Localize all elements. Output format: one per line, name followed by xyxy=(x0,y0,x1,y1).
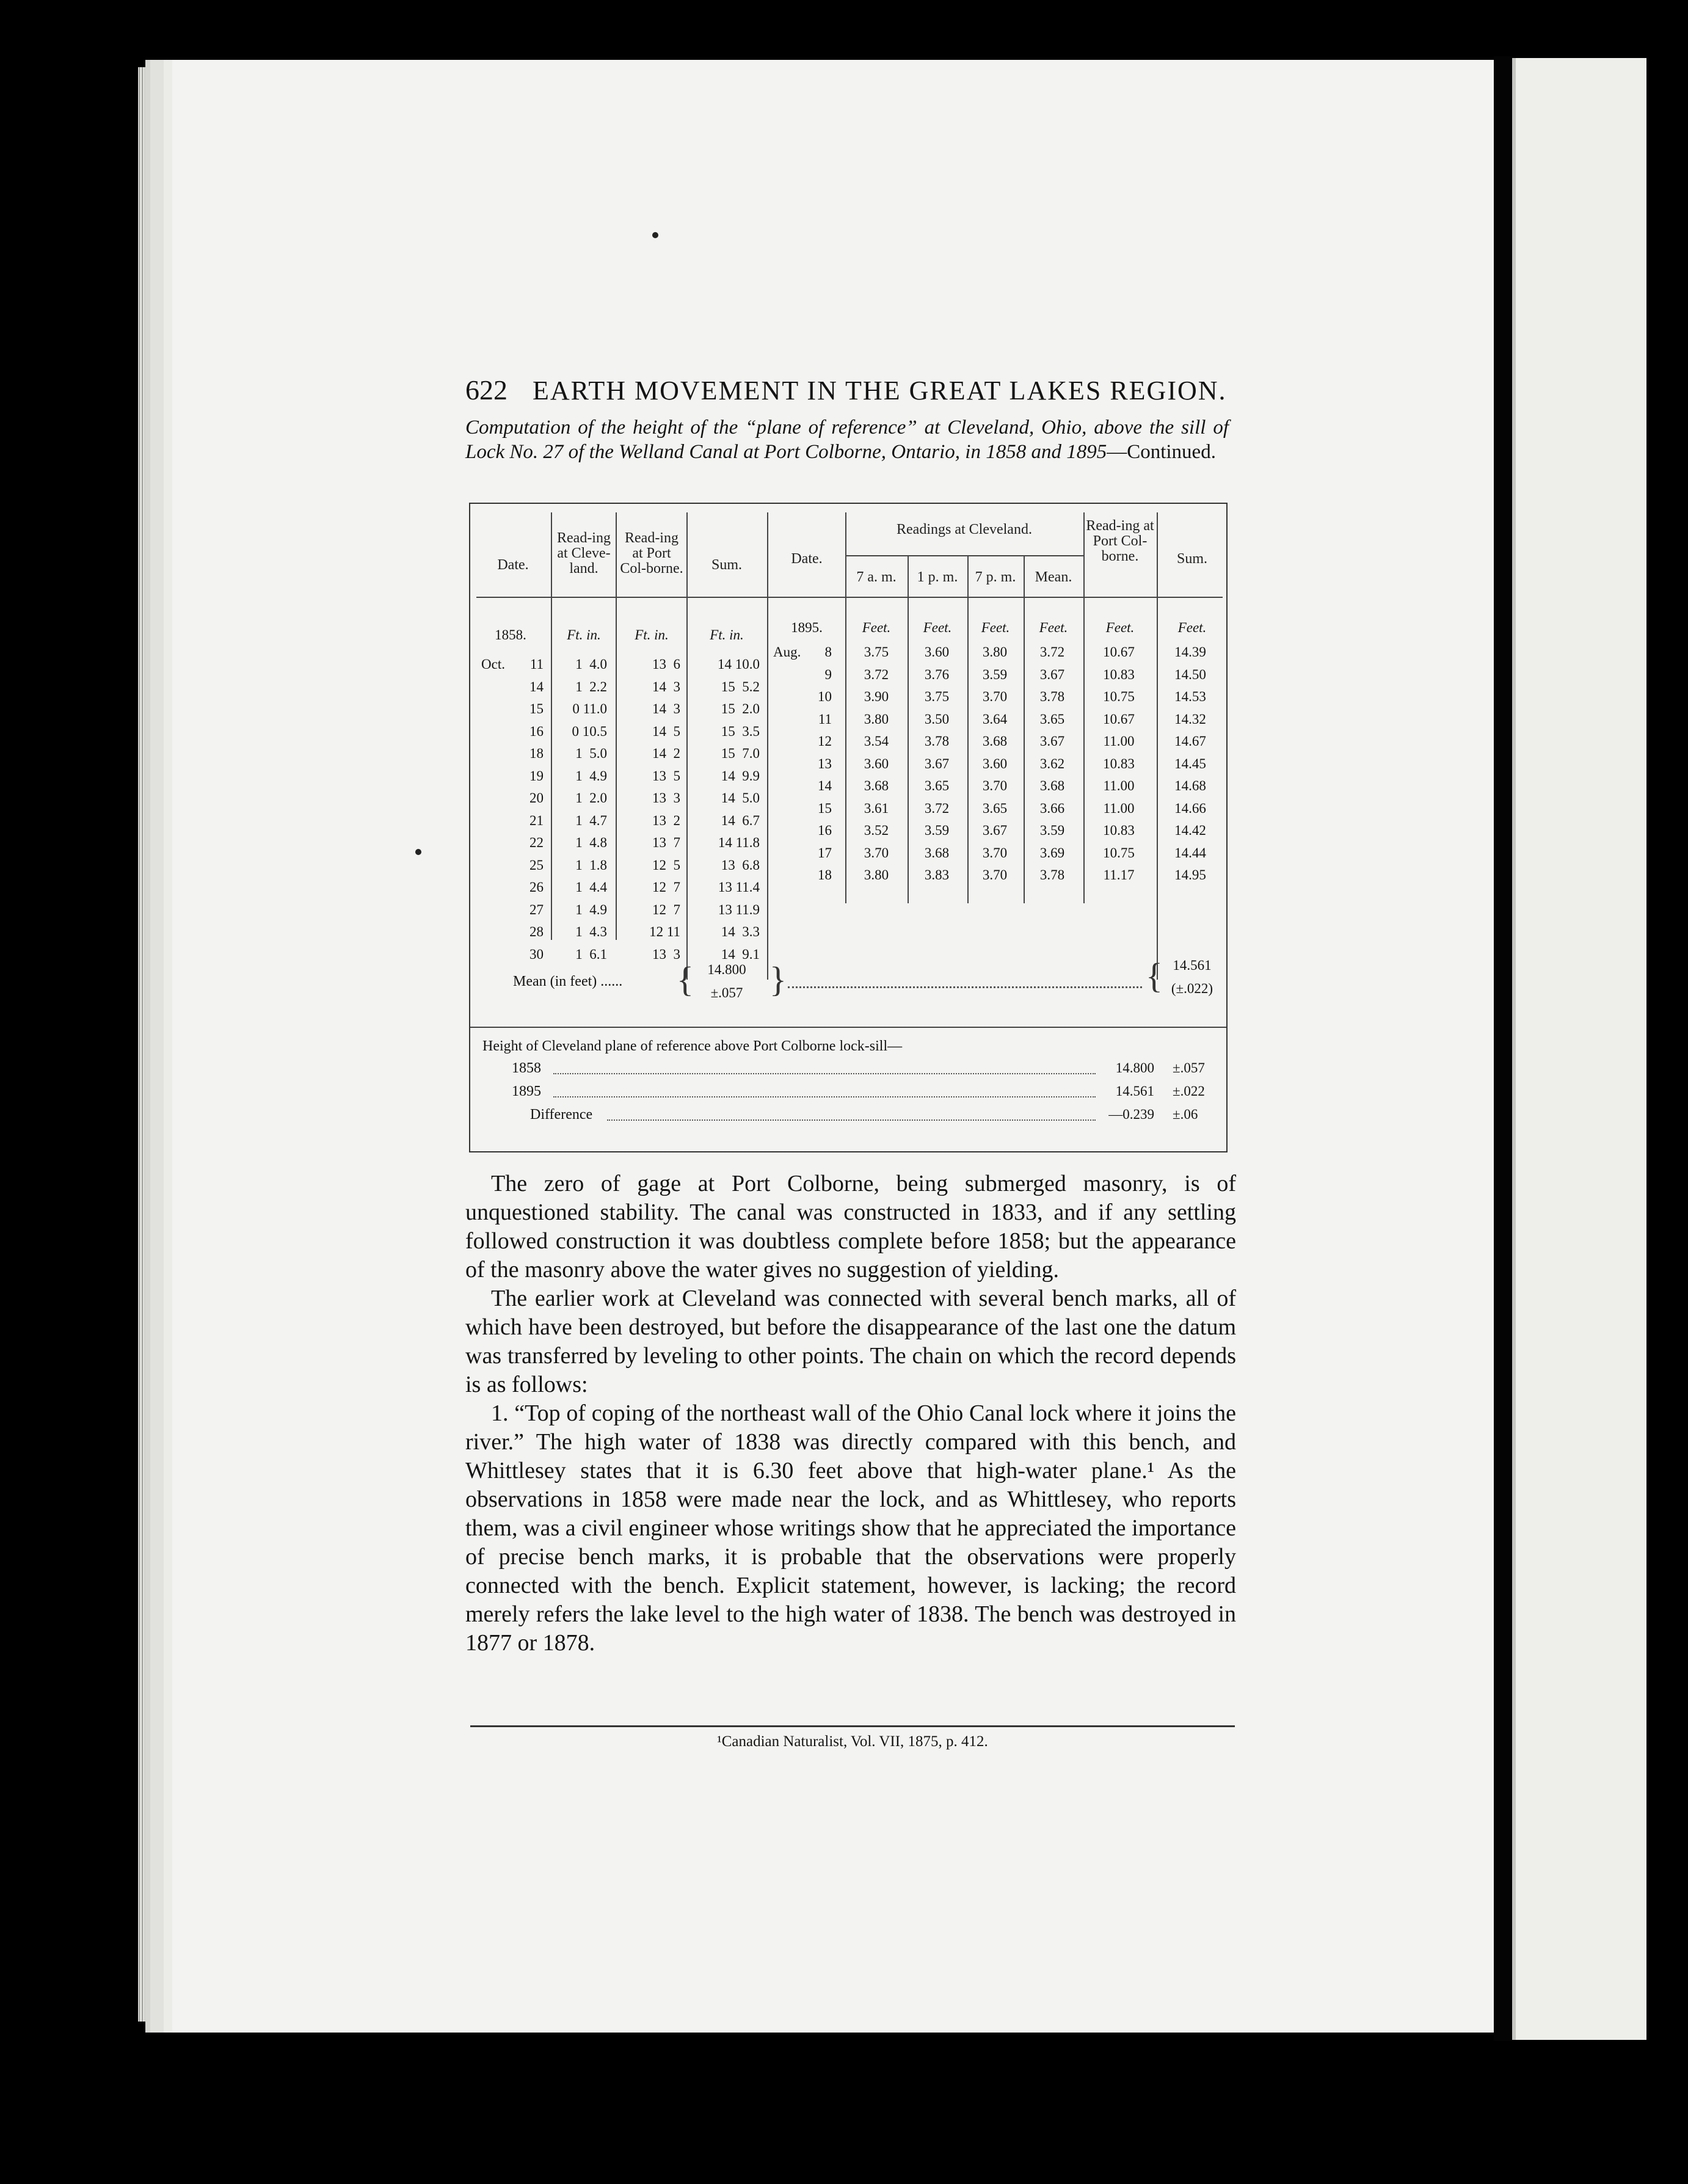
row-day: 12 xyxy=(818,733,832,749)
unit-sum-1858: Ft. in. xyxy=(710,627,744,642)
reading-sum: 14.39 xyxy=(1174,644,1206,660)
page-number: 622 xyxy=(465,374,507,406)
leader-dots xyxy=(553,1073,1096,1074)
reading-port: 10.83 xyxy=(1103,823,1135,838)
row-day: 27 xyxy=(529,901,544,917)
sum-value: 13 11.9 xyxy=(718,901,760,917)
reading-port: 10.83 xyxy=(1103,755,1135,771)
sum-value: 14 10.0 xyxy=(718,657,760,672)
cleveland-reading: 0 10.5 xyxy=(572,723,607,739)
port-reading: 13 2 xyxy=(652,812,680,828)
row-month: Aug. xyxy=(773,644,801,660)
row-day: 9 xyxy=(824,666,832,682)
reading-sum: 14.95 xyxy=(1174,867,1206,883)
reading-pm7: 3.60 xyxy=(982,755,1008,771)
reading-mean: 3.66 xyxy=(1039,800,1065,816)
reading-pm1: 3.72 xyxy=(924,800,950,816)
port-reading: 13 7 xyxy=(652,835,680,850)
summary-label: 1858 xyxy=(512,1060,541,1076)
reading-sum: 14.44 xyxy=(1174,845,1206,861)
reading-pm7: 3.70 xyxy=(982,845,1008,861)
reading-am7: 3.52 xyxy=(864,823,889,838)
scan-border xyxy=(1646,0,1688,2184)
row-day: 11 xyxy=(818,711,832,727)
port-reading: 14 5 xyxy=(652,723,680,739)
mean-1858-error: ±.057 xyxy=(710,985,743,1000)
port-reading: 12 7 xyxy=(652,901,680,917)
row-day: 30 xyxy=(529,946,544,962)
unit-7pm: Feet. xyxy=(981,620,1010,635)
year-1895: 1895. xyxy=(791,620,823,635)
hdr-reading-cleveland: Read-ing at Cleve-land. xyxy=(557,530,611,577)
reading-mean: 3.67 xyxy=(1039,666,1065,682)
reading-pm1: 3.67 xyxy=(924,755,950,771)
unit-cleveland: Ft. in. xyxy=(567,627,601,642)
cleveland-reading: 1 1.8 xyxy=(575,857,607,873)
reading-am7: 3.80 xyxy=(864,711,889,727)
caption-text: Computation of the height of the “plane of reference” at Cleveland, Ohio, above the sill of Lock No. 27 of the Welland Canal at Port Colborne, Ontario, in 1858 and 1895 xyxy=(465,417,1229,463)
reading-am7: 3.72 xyxy=(864,666,889,682)
cleveland-reading: 1 4.3 xyxy=(575,924,607,939)
reading-pm7: 3.80 xyxy=(982,644,1008,660)
reading-port: 11.00 xyxy=(1103,800,1135,816)
summary-error: ±.057 xyxy=(1173,1060,1205,1076)
sum-value: 14 5.0 xyxy=(721,790,760,806)
port-reading: 13 5 xyxy=(652,768,680,784)
port-reading: 14 3 xyxy=(652,701,680,716)
sum-value: 14 9.9 xyxy=(721,768,760,784)
hdr-sum-1858: Sum. xyxy=(711,557,742,573)
reading-pm7: 3.70 xyxy=(982,867,1008,883)
reading-mean: 3.59 xyxy=(1039,823,1065,838)
cleveland-reading: 1 4.4 xyxy=(575,879,607,895)
cleveland-reading: 1 4.9 xyxy=(575,768,607,784)
reading-pm1: 3.78 xyxy=(924,733,950,749)
summary-value: 14.800 xyxy=(1115,1060,1154,1076)
brace: } xyxy=(769,959,787,999)
sum-value: 15 5.2 xyxy=(721,679,760,694)
port-reading: 13 3 xyxy=(652,790,680,806)
leader-dots xyxy=(607,1119,1096,1121)
reading-mean: 3.68 xyxy=(1039,778,1065,793)
sum-value: 14 6.7 xyxy=(721,812,760,828)
reading-pm1: 3.76 xyxy=(924,666,950,682)
reading-port: 10.75 xyxy=(1103,845,1135,861)
mean-1895: 14.561 xyxy=(1173,958,1212,973)
mean-1895-error: (±.022) xyxy=(1171,981,1213,996)
reading-sum: 14.68 xyxy=(1174,778,1206,793)
paper-speck xyxy=(415,849,421,855)
reading-pm1: 3.65 xyxy=(924,778,950,793)
summary-label: Difference xyxy=(530,1107,593,1123)
hdr-reading-port-1895: Read-ing at Port Col-borne. xyxy=(1086,518,1154,564)
cleveland-reading: 0 11.0 xyxy=(572,701,607,716)
hdr-1pm: 1 p. m. xyxy=(917,569,958,585)
row-day: 22 xyxy=(529,835,544,850)
cleveland-reading: 1 4.0 xyxy=(575,657,607,672)
reading-mean: 3.62 xyxy=(1039,755,1065,771)
row-day: 21 xyxy=(529,812,544,828)
hdr-7am: 7 a. m. xyxy=(856,569,897,585)
reading-pm7: 3.59 xyxy=(982,666,1008,682)
running-title: EARTH MOVEMENT IN THE GREAT LAKES REGION. xyxy=(533,376,1227,406)
summary-value: 14.561 xyxy=(1115,1083,1154,1099)
reading-am7: 3.60 xyxy=(864,755,889,771)
summary-error: ±.06 xyxy=(1173,1107,1198,1122)
reading-am7: 3.80 xyxy=(864,867,889,883)
unit-mean: Feet. xyxy=(1039,620,1068,635)
reading-mean: 3.65 xyxy=(1039,711,1065,727)
row-day: 20 xyxy=(529,790,544,806)
row-day: 8 xyxy=(824,644,832,660)
reading-sum: 14.32 xyxy=(1174,711,1206,727)
running-head xyxy=(465,374,1235,410)
reading-sum: 14.67 xyxy=(1174,733,1206,749)
col-rule xyxy=(767,512,768,980)
cleveland-reading: 1 5.0 xyxy=(575,746,607,761)
reading-am7: 3.90 xyxy=(864,689,889,704)
footnote-rule xyxy=(470,1725,1235,1727)
cleveland-reading: 1 2.2 xyxy=(575,679,607,694)
cleveland-reading: 1 4.9 xyxy=(575,901,607,917)
sum-value: 14 3.3 xyxy=(721,924,760,939)
hdr-readings-group: Readings at Cleveland. xyxy=(897,522,1032,537)
port-reading: 12 5 xyxy=(652,857,680,873)
sum-value: 15 2.0 xyxy=(721,701,760,716)
summary-rule xyxy=(470,1027,1226,1028)
reading-pm1: 3.75 xyxy=(924,689,950,704)
reading-pm1: 3.59 xyxy=(924,823,950,838)
hdr-mean: Mean. xyxy=(1035,569,1072,585)
row-day: 17 xyxy=(818,845,832,861)
row-day: 10 xyxy=(818,689,832,704)
reading-port: 10.67 xyxy=(1103,644,1135,660)
hdr-sum-1895: Sum. xyxy=(1176,551,1207,567)
mean-label: Mean (in feet) ...... xyxy=(513,974,623,989)
reading-pm1: 3.68 xyxy=(924,845,950,861)
reading-sum: 14.42 xyxy=(1174,823,1206,838)
reading-pm7: 3.65 xyxy=(982,800,1008,816)
data-table xyxy=(469,503,1228,1152)
row-day: 16 xyxy=(818,823,832,838)
year-1858: 1858. xyxy=(495,627,526,642)
cleveland-reading: 1 4.7 xyxy=(575,812,607,828)
paragraph: The zero of gage at Port Colborne, being submerged masonry, is of unquestioned stability. The canal was constructed in 1833, and if any settling followed construction it was doubtless complete before 1858; but the appearance of the masonry above the water gives no suggestion of yielding. xyxy=(465,1171,1236,1283)
row-day: 14 xyxy=(529,679,544,694)
facing-page-edge xyxy=(1512,58,1650,2040)
row-day: 16 xyxy=(529,723,544,739)
port-reading: 12 11 xyxy=(649,924,680,939)
brace: { xyxy=(1146,956,1163,996)
reading-mean: 3.69 xyxy=(1039,845,1065,861)
unit-sum-1895: Feet. xyxy=(1177,620,1207,635)
table-caption xyxy=(465,415,1229,464)
reading-pm7: 3.67 xyxy=(982,823,1008,838)
sum-value: 15 7.0 xyxy=(721,746,760,761)
header-rule xyxy=(476,597,1223,598)
reading-am7: 3.75 xyxy=(864,644,889,660)
unit-1pm: Feet. xyxy=(923,620,952,635)
mean-1858: 14.800 xyxy=(707,962,746,977)
hdr-reading-port-1858: Read-ing at Port Col-borne. xyxy=(620,530,683,577)
sum-value: 13 11.4 xyxy=(718,879,760,895)
row-day: 15 xyxy=(818,800,832,816)
reading-port: 11.17 xyxy=(1103,867,1135,883)
row-day: 15 xyxy=(529,701,544,716)
cleveland-reading: 1 2.0 xyxy=(575,790,607,806)
reading-mean: 3.67 xyxy=(1039,733,1065,749)
reading-pm7: 3.64 xyxy=(982,711,1008,727)
paragraph: 1. “Top of coping of the northeast wall of the Ohio Canal lock where it joins the river.” The high water of 1838 was directly compared with this bench, and Whittlesey states that it is 6.30 feet above that high-water plane.¹ As the observations in 1858 were made near the lock, and as Whittlesey, who reports them, was a civil engineer whose writings show that he appreciated the importance of precise bench marks, it is probable that the observations were properly connected with the bench. Explicit statement, however, is lacking; the record merely refers the lake level to the high water of 1838. The bench was destroyed in 1877 or 1878. xyxy=(465,1400,1236,1656)
reading-sum: 14.45 xyxy=(1174,755,1206,771)
row-day: 26 xyxy=(529,879,544,895)
row-day: 11 xyxy=(529,657,544,672)
body-text xyxy=(465,1170,1236,1658)
reading-pm7: 3.70 xyxy=(982,778,1008,793)
reading-port: 11.00 xyxy=(1103,778,1135,793)
reading-am7: 3.70 xyxy=(864,845,889,861)
summary-error: ±.022 xyxy=(1173,1083,1205,1099)
reading-am7: 3.54 xyxy=(864,733,889,749)
sum-value: 13 6.8 xyxy=(721,857,760,873)
brace: { xyxy=(677,959,694,999)
sum-value: 14 11.8 xyxy=(718,835,760,850)
row-day: 13 xyxy=(818,755,832,771)
reading-mean: 3.78 xyxy=(1039,867,1065,883)
book-spine-gutter xyxy=(1494,56,1515,2041)
unit-port-1858: Ft. in. xyxy=(635,627,669,642)
hdr-date-1895: Date. xyxy=(791,551,823,567)
cleveland-reading: 1 4.8 xyxy=(575,835,607,850)
reading-pm1: 3.60 xyxy=(924,644,950,660)
row-day: 18 xyxy=(529,746,544,761)
reading-port: 10.75 xyxy=(1103,689,1135,704)
summary-value: —0.239 xyxy=(1108,1107,1154,1122)
reading-am7: 3.68 xyxy=(864,778,889,793)
reading-sum: 14.53 xyxy=(1174,689,1206,704)
leader-dots xyxy=(788,986,1142,988)
row-day: 14 xyxy=(818,778,832,793)
port-reading: 14 2 xyxy=(652,746,680,761)
group-rule xyxy=(845,555,1083,556)
reading-port: 10.83 xyxy=(1103,666,1135,682)
reading-am7: 3.61 xyxy=(864,800,889,816)
paper-speck xyxy=(652,232,658,238)
reading-port: 11.00 xyxy=(1103,733,1135,749)
reading-port: 10.67 xyxy=(1103,711,1135,727)
sum-value: 14 9.1 xyxy=(721,946,760,962)
port-reading: 12 7 xyxy=(652,879,680,895)
paragraph: The earlier work at Cleveland was connected with several bench marks, all of which have been destroyed, but before the disappearance of the last one the datum was transferred by leveling to other points. The chain on which the record depends is as follows: xyxy=(465,1286,1236,1397)
row-month: Oct. xyxy=(481,657,505,672)
caption-continued: —Continued. xyxy=(1107,441,1216,463)
footnote: ¹Canadian Naturalist, Vol. VII, 1875, p. 412. xyxy=(717,1733,988,1750)
summary-title: Height of Cleveland plane of reference above Port Colborne lock-sill— xyxy=(482,1038,903,1054)
reading-pm1: 3.50 xyxy=(924,711,950,727)
reading-sum: 14.66 xyxy=(1174,800,1206,816)
row-day: 18 xyxy=(818,867,832,883)
reading-mean: 3.78 xyxy=(1039,689,1065,704)
port-reading: 13 3 xyxy=(652,946,680,962)
unit-port-1895: Feet. xyxy=(1105,620,1135,635)
sum-value: 15 3.5 xyxy=(721,723,760,739)
hdr-7pm: 7 p. m. xyxy=(975,569,1016,585)
row-day: 25 xyxy=(529,857,544,873)
leader-dots xyxy=(553,1096,1096,1097)
summary-label: 1895 xyxy=(512,1083,541,1099)
reading-pm7: 3.68 xyxy=(982,733,1008,749)
row-day: 19 xyxy=(529,768,544,784)
reading-pm1: 3.83 xyxy=(924,867,950,883)
row-day: 28 xyxy=(529,924,544,939)
reading-mean: 3.72 xyxy=(1039,644,1065,660)
cleveland-reading: 1 6.1 xyxy=(575,946,607,962)
unit-7am: Feet. xyxy=(862,620,891,635)
reading-sum: 14.50 xyxy=(1174,666,1206,682)
hdr-date-1858: Date. xyxy=(497,557,529,573)
port-reading: 14 3 xyxy=(652,679,680,694)
port-reading: 13 6 xyxy=(652,657,680,672)
reading-pm7: 3.70 xyxy=(982,689,1008,704)
